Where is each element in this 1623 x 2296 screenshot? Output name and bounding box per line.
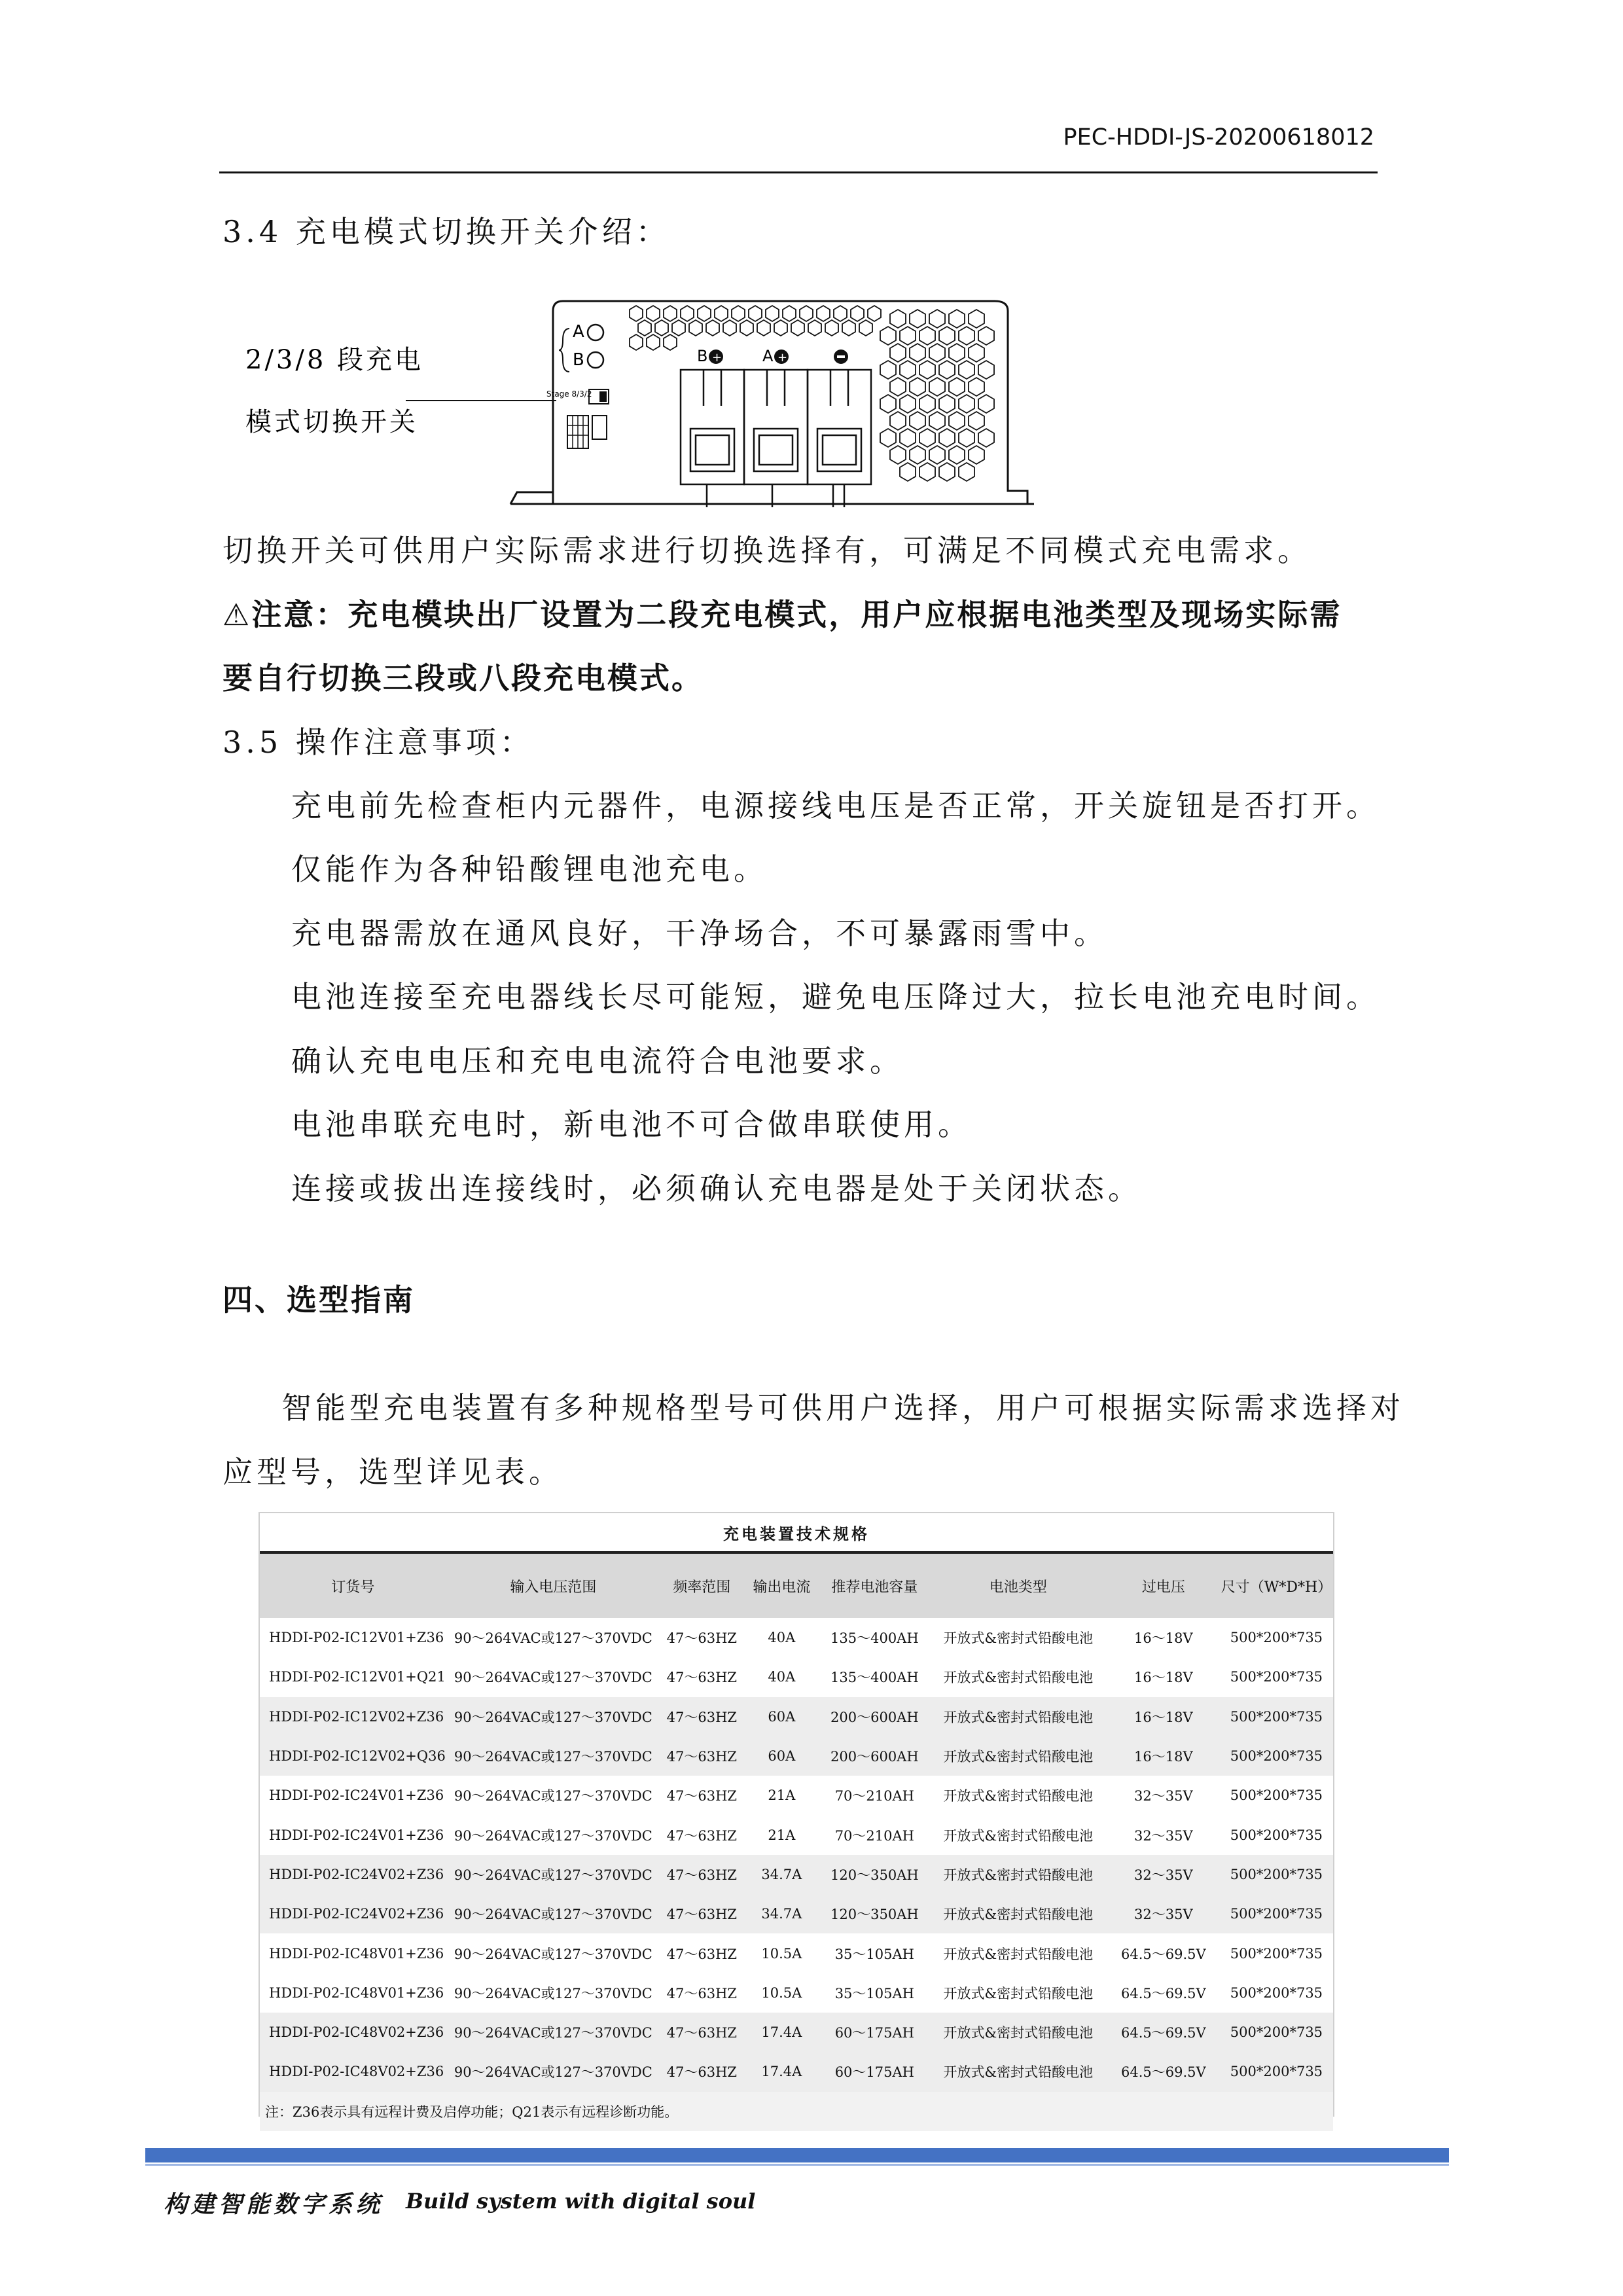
table-cell: 500*200*735	[1220, 1894, 1333, 1933]
section-3-5-heading: 3.5 操作注意事项：	[223, 725, 534, 760]
table-cell: 500*200*735	[1230, 1945, 1323, 1962]
table-row	[260, 2052, 1333, 2091]
indicator-label-b: B	[573, 350, 584, 370]
table-cell: 47～63HZ	[666, 1985, 738, 2001]
table-header-cell: 推荐电池容量	[820, 1552, 929, 1618]
table-cell: 开放式&密封式铅酸电池	[929, 1697, 1107, 1736]
vent-hexagon-pattern-right	[880, 310, 994, 481]
table-cell: 70～210AH	[834, 1827, 914, 1844]
table-row	[260, 1933, 1333, 1973]
table-header-cell: 过电压	[1107, 1552, 1220, 1618]
table-cell: 64.5～69.5V	[1107, 2052, 1220, 2091]
table-cell: 17.4A	[743, 2013, 820, 2052]
terminal-a-label: A	[762, 347, 774, 365]
section-4-heading: 四、选型指南	[223, 1282, 415, 1318]
table-row	[260, 2013, 1333, 2052]
section-4-intro-line1: 智能型充电装置有多种规格型号可供用户选择，用户可根据实际需求选择对	[281, 1390, 1404, 1426]
table-cell: 500*200*735	[1230, 1827, 1323, 1843]
table-cell: 500*200*735	[1230, 1787, 1323, 1804]
table-cell: 47～63HZ	[666, 1670, 738, 1686]
svg-text:+: +	[712, 351, 722, 365]
table-row	[260, 1618, 1333, 1657]
footer-slogan-en: Build system with digital soul	[406, 2189, 756, 2214]
table-cell: 120～350AH	[820, 1855, 929, 1894]
table-cell: HDDI-P02-IC12V01+Z36	[269, 1630, 444, 1646]
table-cell: 90～264VAC或127～370VDC	[454, 1630, 652, 1647]
table-cell: 90～264VAC或127～370VDC	[454, 1670, 652, 1686]
table-cell: 开放式&密封式铅酸电池	[943, 1946, 1094, 1962]
table-cell: 10.5A	[761, 1945, 802, 1962]
table-cell: 500*200*735	[1220, 2013, 1333, 2052]
table-cell: 开放式&密封式铅酸电池	[929, 1855, 1107, 1894]
table-cell: 135～400AH	[830, 1670, 919, 1686]
table-cell: 90～264VAC或127～370VDC	[446, 1697, 660, 1736]
indicator-a-icon	[588, 325, 603, 340]
table-cell: 47～63HZ	[660, 1855, 743, 1894]
terminal-blocks	[681, 370, 871, 507]
table-header-cell: 尺寸（W*D*H）	[1220, 1552, 1333, 1618]
table-header-cell: 输入电压范围	[446, 1552, 660, 1618]
table-cell: 35～105AH	[834, 1985, 914, 2001]
table-cell: HDDI-P02-IC48V01+Z36	[269, 1945, 444, 1962]
table-cell: 开放式&密封式铅酸电池	[929, 2013, 1107, 2052]
table-cell: HDDI-P02-IC24V02+Z36	[260, 1894, 446, 1933]
table-cell: 21A	[768, 1827, 796, 1843]
table-cell: 90～264VAC或127～370VDC	[446, 1855, 660, 1894]
table-row	[260, 1697, 1333, 1736]
table-header-cell: 输出电流	[743, 1552, 820, 1618]
table-row	[260, 1776, 1333, 1815]
table-cell: 60A	[743, 1697, 820, 1736]
charger-panel-diagram	[216, 288, 1060, 517]
section-3-4-description: 切换开关可供用户实际需求进行切换选择有，可满足不同模式充电需求。	[223, 533, 1311, 568]
table-cell: HDDI-P02-IC12V01+Q21	[269, 1669, 446, 1685]
table-cell: 开放式&密封式铅酸电池	[943, 1630, 1094, 1647]
document-code: PEC-HDDI-JS-20200618012	[1063, 124, 1374, 151]
table-cell: 60～175AH	[820, 2013, 929, 2052]
table-cell: 开放式&密封式铅酸电池	[929, 1894, 1107, 1933]
indicator-b-icon	[588, 352, 603, 368]
table-cell: 10.5A	[761, 1984, 802, 2001]
footer-bar	[145, 2148, 1449, 2162]
table-cell: 500*200*735	[1230, 1984, 1323, 2001]
header-divider	[219, 171, 1378, 173]
table-cell: 90～264VAC或127～370VDC	[446, 1894, 660, 1933]
svg-text:+: +	[777, 351, 788, 365]
table-cell: HDDI-P02-IC12V02+Q36	[260, 1736, 446, 1776]
table-cell: 90～264VAC或127～370VDC	[446, 1736, 660, 1776]
table-cell: 开放式&密封式铅酸电池	[943, 1985, 1094, 2001]
table-cell: 47～63HZ	[666, 1827, 738, 1844]
table-cell: 64.5～69.5V	[1121, 1946, 1206, 1962]
table-cell: 47～63HZ	[660, 1894, 743, 1933]
table-cell: 500*200*735	[1220, 1736, 1333, 1776]
table-cell: 500*200*735	[1220, 2052, 1333, 2091]
table-cell: 34.7A	[743, 1894, 820, 1933]
table-cell: 500*200*735	[1230, 1669, 1323, 1685]
footer-bar-underline	[145, 2164, 1449, 2166]
table-cell: 开放式&密封式铅酸电池	[929, 1736, 1107, 1776]
diagram-callout-line1: 2/3/8 段充电	[245, 345, 424, 375]
table-cell: 开放式&密封式铅酸电池	[943, 1788, 1094, 1804]
table-cell: 90～264VAC或127～370VDC	[454, 1827, 652, 1844]
table-cell: 开放式&密封式铅酸电池	[943, 1827, 1094, 1844]
section-3-4-heading: 3.4 充电模式切换开关介绍：	[223, 214, 670, 249]
table-cell: HDDI-P02-IC24V01+Z36	[269, 1827, 444, 1843]
table-note: 注：Z36表示具有远程计费及启停功能；Q21表示有远程诊断功能。	[260, 2092, 1333, 2131]
table-cell: 90～264VAC或127～370VDC	[446, 2052, 660, 2091]
table-cell: HDDI-P02-IC48V02+Z36	[260, 2013, 446, 2052]
table-row	[260, 1815, 1333, 1854]
table-cell: 32～35V	[1107, 1855, 1220, 1894]
table-cell: HDDI-P02-IC48V02+Z36	[260, 2052, 446, 2091]
table-cell: 32～35V	[1107, 1894, 1220, 1933]
precaution-item: 仅能作为各种铅酸锂电池充电。	[291, 852, 768, 887]
footer-slogan-cn: 构建智能数字系统	[164, 2191, 384, 2218]
table-row	[260, 1973, 1333, 2013]
diagram-callout-line2: 模式切换开关	[245, 407, 418, 437]
precaution-item: 充电前先检查柜内元器件，电源接线电压是否正常，开关旋钮是否打开。	[291, 788, 1380, 823]
table-cell: 47～63HZ	[660, 1697, 743, 1736]
warning-line-1: ⚠注意：充电模块出厂设置为二段充电模式，用户应根据电池类型及现场实际需	[223, 597, 1342, 632]
table-cell: 开放式&密封式铅酸电池	[929, 2052, 1107, 2091]
table-cell: 21A	[768, 1787, 796, 1804]
table-cell: 16～18V	[1134, 1630, 1193, 1647]
table-cell: 47～63HZ	[666, 1630, 738, 1647]
table-cell: 16～18V	[1107, 1736, 1220, 1776]
warning-line-2: 要自行切换三段或八段充电模式。	[223, 660, 704, 696]
table-cell: 开放式&密封式铅酸电池	[943, 1670, 1094, 1686]
table-row	[260, 1894, 1333, 1933]
table-cell: 16～18V	[1107, 1697, 1220, 1736]
table-header-cell: 电池类型	[929, 1552, 1107, 1618]
table-cell: 47～63HZ	[660, 1736, 743, 1776]
table-cell: 40A	[768, 1630, 796, 1646]
table-cell: 500*200*735	[1230, 1630, 1323, 1646]
table-cell: 90～264VAC或127～370VDC	[454, 1788, 652, 1804]
chassis-outline	[553, 301, 1027, 504]
precaution-item: 充电器需放在通风良好，干净场合，不可暴露雨雪中。	[291, 916, 1108, 951]
table-cell: 16～18V	[1134, 1670, 1193, 1686]
table-cell: 47～63HZ	[666, 1946, 738, 1962]
table-cell: 47～63HZ	[660, 2052, 743, 2091]
table-cell: 90～264VAC或127～370VDC	[446, 2013, 660, 2052]
table-row	[260, 1736, 1333, 1776]
table-header-row	[260, 1552, 1333, 1618]
table-cell: 40A	[768, 1669, 796, 1685]
table-cell: 17.4A	[743, 2052, 820, 2091]
table-cell: 70～210AH	[834, 1788, 914, 1804]
table-cell: 135～400AH	[830, 1630, 919, 1647]
table-cell: 500*200*735	[1220, 1855, 1333, 1894]
table-cell: 64.5～69.5V	[1121, 1985, 1206, 2001]
table-cell: 60A	[743, 1736, 820, 1776]
table-cell: 90～264VAC或127～370VDC	[454, 1946, 652, 1962]
table-row	[260, 1855, 1333, 1894]
table-cell: 32～35V	[1134, 1827, 1193, 1844]
precaution-item: 连接或拔出连接线时，必须确认充电器是处于关闭状态。	[291, 1171, 1142, 1206]
table-cell: 200～600AH	[820, 1736, 929, 1776]
spec-table	[259, 1512, 1334, 2120]
table-cell: 47～63HZ	[666, 1788, 738, 1804]
table-header-cell: 订货号	[260, 1552, 446, 1618]
table-cell: HDDI-P02-IC12V02+Z36	[260, 1697, 446, 1736]
indicator-label-a: A	[573, 322, 584, 342]
precaution-item: 电池连接至充电器线长尽可能短，避免电压降过大，拉长电池充电时间。	[291, 979, 1380, 1014]
table-cell: 120～350AH	[820, 1894, 929, 1933]
table-cell: 500*200*735	[1220, 1697, 1333, 1736]
precaution-item: 电池串联充电时，新电池不可合做串联使用。	[291, 1107, 972, 1142]
table-cell: 90～264VAC或127～370VDC	[454, 1985, 652, 2001]
table-cell: 64.5～69.5V	[1107, 2013, 1220, 2052]
table-title: 充电装置技术规格	[723, 1524, 870, 1543]
table-cell: 34.7A	[743, 1855, 820, 1894]
section-4-intro-line2: 应型号，选型详见表。	[223, 1454, 563, 1490]
table-cell: 200～600AH	[820, 1697, 929, 1736]
table-cell: 60～175AH	[820, 2052, 929, 2091]
terminal-b-label: B	[697, 347, 708, 365]
table-header-cell: 频率范围	[660, 1552, 743, 1618]
table-cell: 35～105AH	[834, 1946, 914, 1962]
table-row	[260, 1657, 1333, 1696]
table-cell: 47～63HZ	[660, 2013, 743, 2052]
precaution-item: 确认充电电压和充电电流符合电池要求。	[291, 1043, 904, 1079]
stage-switch-label: Stage 8/3/2	[546, 389, 592, 399]
table-cell: HDDI-P02-IC48V01+Z36	[269, 1984, 444, 2001]
vent-hexagon-pattern	[630, 306, 881, 350]
table-cell: 32～35V	[1134, 1788, 1193, 1804]
table-cell: HDDI-P02-IC24V01+Z36	[269, 1787, 444, 1804]
table-cell: HDDI-P02-IC24V02+Z36	[260, 1855, 446, 1894]
